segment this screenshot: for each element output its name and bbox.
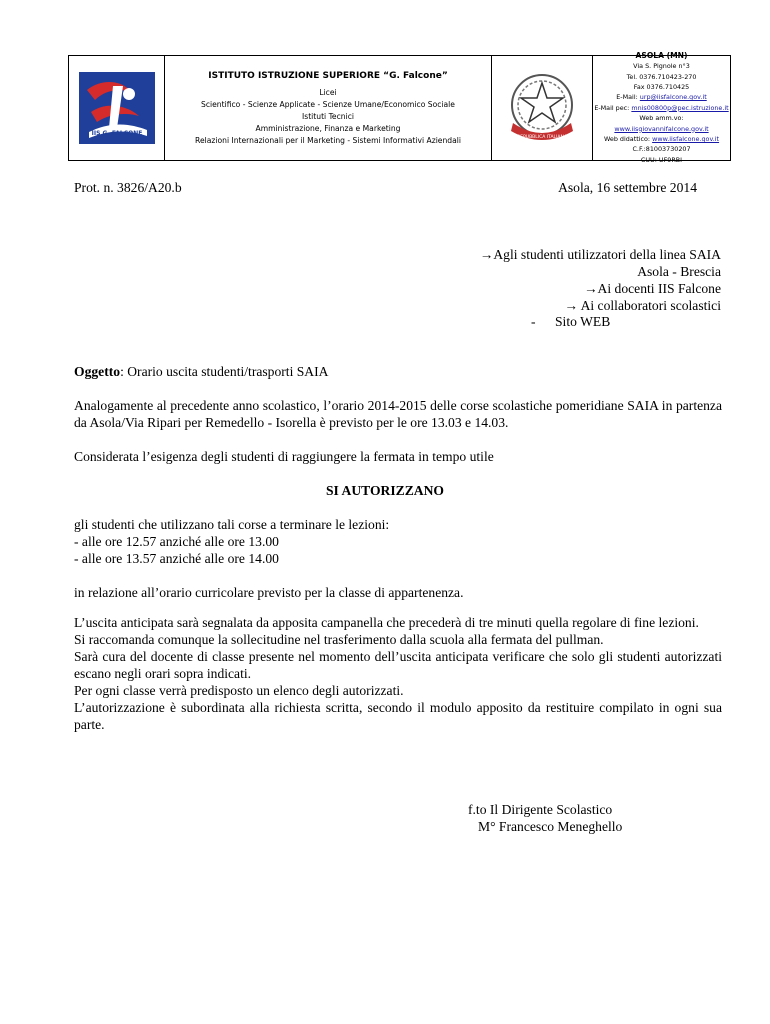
recipients-block (301, 246, 721, 314)
logo-text: IIS G. FALCONE (91, 130, 142, 137)
contact-fax: Fax 0376.710425 (633, 82, 690, 91)
letterhead (68, 50, 731, 164)
paragraph-curriculum: in relazione all’orario curricolare previsto per la classe di appartenenza. (74, 585, 464, 600)
authorization-heading: SI AUTORIZZANO (326, 483, 444, 498)
institute-line: Amministrazione, Finanza e Marketing (255, 123, 401, 133)
contact-pec-row (594, 103, 728, 113)
contact-cuu: CUU: UF9RBI (640, 155, 683, 164)
paragraph-intro: Analogamente al precedente anno scolastico, l’orario 2014-2015 delle corse scolastiche pomeridiane SAIA in partenza da Asola/Via Ripari per Remedello - Isorella è previsto per le ore 13.03 e 14.03. (74, 398, 722, 430)
signature-block (468, 801, 622, 835)
signature-title: f.to Il Dirigente Scolastico (468, 802, 613, 817)
web-amm-label: Web amm.vo: (639, 114, 684, 123)
school-logo (79, 72, 155, 144)
list-item: - alle ore 12.57 anziché alle ore 13.00 (74, 534, 279, 549)
web-did-link[interactable]: www.iisfalcone.gov.it (652, 135, 720, 144)
recipient-students: →Agli studenti utilizzatori della linea SAIA (479, 247, 721, 262)
recipient-web: Sito WEB (555, 314, 611, 329)
email-link[interactable]: urp@iisfalcone.gov.it (639, 93, 707, 102)
contact-web-amm-row (593, 113, 730, 134)
paragraph-details (74, 614, 722, 733)
institute-line: Scientifico - Scienze Applicate - Scienze Umane/Economico Sociale (201, 99, 455, 109)
subject-text: : Orario uscita studenti/trasporti SAIA (120, 364, 329, 379)
recipient-teachers: →Ai docenti IIS Falcone (583, 281, 721, 296)
institute-info (165, 56, 492, 160)
detail-line: Si raccomanda comunque la sollecitudine nel trasferimento dalla scuola alla fermata del pullman. (74, 632, 604, 647)
institute-line: Relazioni Internazionali per il Marketing - Sistemi Informativi Aziendali (195, 135, 461, 145)
emblem-text: REPUBBLICA ITALIANA (517, 135, 567, 140)
contact-email-row (616, 92, 706, 102)
protocol-number: Prot. n. 3826/A20.b (74, 180, 182, 195)
pec-link[interactable]: mnis00800p@pec.istruzione.it (631, 103, 729, 112)
recipient-location: Asola - Brescia (637, 264, 721, 279)
subject-line (74, 363, 328, 380)
contact-cf: C.F.:81003730207 (632, 145, 691, 154)
email-label: E-Mail: (616, 93, 640, 102)
detail-line: L’uscita anticipata sarà segnalata da apposita campanella che precederà di tre minuti quella regolare di fine lezioni. (74, 615, 699, 630)
detail-line: Sarà cura del docente di classe presente nel momento dell’uscita anticipata verificare che solo gli studenti autorizzati escano negli orari sopra indicati. (74, 649, 722, 681)
institute-line: Licei (319, 87, 337, 97)
contact-tel: Tel. 0376.710423-270 (626, 72, 697, 81)
logo-cell (69, 56, 165, 160)
pec-label: E-Mail pec: (594, 103, 632, 112)
list-intro: gli studenti che utilizzano tali corse a terminare le lezioni: (74, 517, 390, 532)
italian-republic-emblem (503, 65, 581, 151)
web-did-label: Web didattico: (603, 135, 653, 144)
emblem-cell (492, 56, 593, 160)
recipient-web-dash: - (531, 314, 536, 329)
web-amm-link[interactable]: www.iisgiovannifalcone.gov.it (614, 124, 709, 133)
authorization-list (74, 516, 722, 567)
contact-address: Via S. Pignole n°3 (633, 62, 690, 71)
detail-line: Per ogni classe verrà predisposto un elenco degli autorizzati. (74, 683, 404, 698)
letter-date: Asola, 16 settembre 2014 (558, 180, 697, 195)
signature-name: M° Francesco Meneghello (478, 819, 623, 834)
recipient-staff: → Ai collaboratori scolastici (564, 298, 721, 313)
contact-info (593, 50, 730, 164)
detail-line: L’autorizzazione è subordinata alla richiesta scritta, secondo il modulo apposito da restituire compilato in ogni sua parte. (74, 700, 722, 732)
institute-title: ISTITUTO ISTRUZIONE SUPERIORE “G. Falcone” (208, 70, 448, 81)
list-item: - alle ore 13.57 anziché alle ore 14.00 (74, 551, 279, 566)
contact-web-did-row (604, 134, 719, 144)
contact-city: ASOLA (MN) (635, 50, 688, 60)
paragraph-consideration: Considerata l’esigenza degli studenti di raggiungere la fermata in tempo utile (74, 449, 494, 464)
institute-line: Istituti Tecnici (302, 111, 354, 121)
subject-label: Oggetto (74, 364, 121, 379)
